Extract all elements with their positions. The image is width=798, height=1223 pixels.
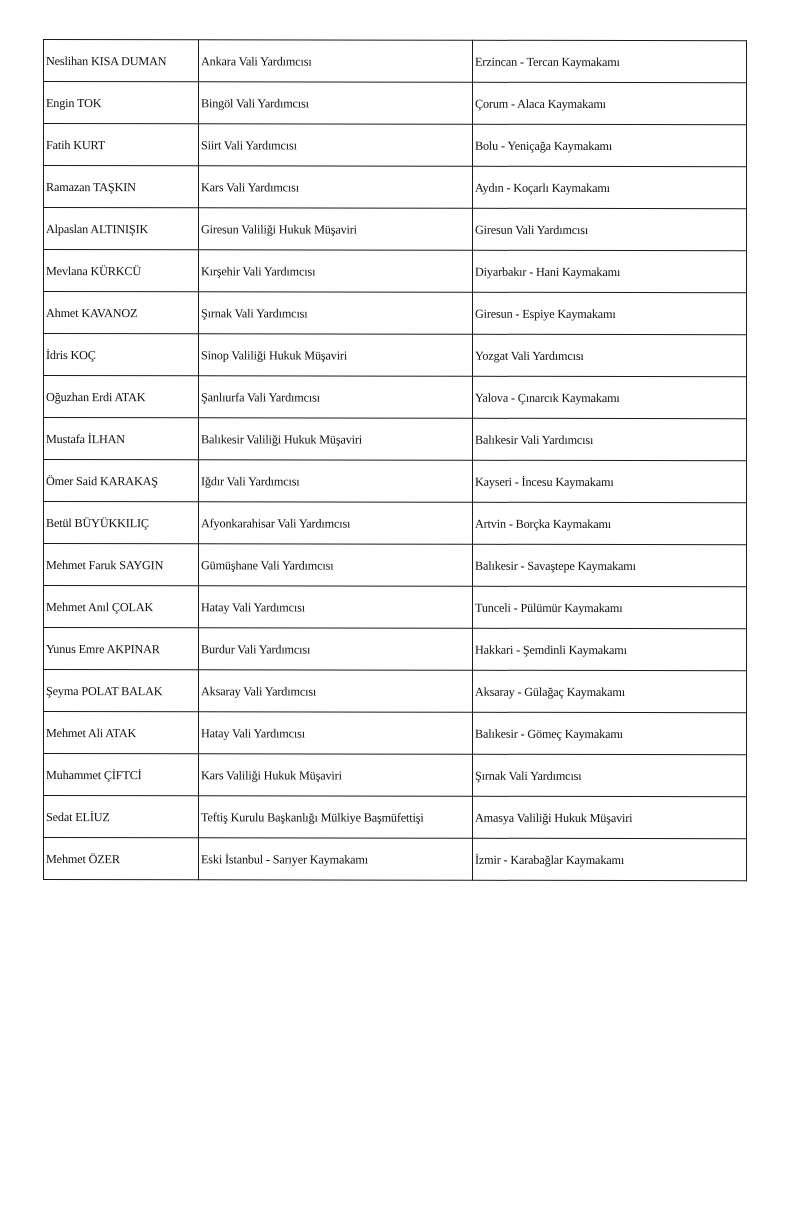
assignments-table xyxy=(43,39,747,881)
person-name-cell: Yunus Emre AKPINAR xyxy=(44,628,199,670)
person-name-cell: Mevlana KÜRKCÜ xyxy=(44,250,199,292)
current-position-cell: Ankara Vali Yardımcısı xyxy=(199,40,473,82)
person-name-cell: Alpaslan ALTINIŞIK xyxy=(44,208,199,250)
person-name-cell: Ramazan TAŞKIN xyxy=(44,166,199,208)
current-position-cell: Iğdır Vali Yardımcısı xyxy=(199,460,473,502)
table-row xyxy=(44,502,747,545)
new-position-cell: Giresun Vali Yardımcısı xyxy=(473,208,747,250)
table-row xyxy=(44,82,747,125)
new-position-cell: Kayseri - İncesu Kaymakamı xyxy=(473,460,747,502)
person-name-cell: Mehmet Ali ATAK xyxy=(44,712,199,754)
new-position-cell: Erzincan - Tercan Kaymakamı xyxy=(473,40,747,82)
current-position-cell: Hatay Vali Yardımcısı xyxy=(199,586,473,628)
new-position-cell: İzmir - Karabağlar Kaymakamı xyxy=(473,838,747,880)
person-name-cell: Mehmet Anıl ÇOLAK xyxy=(44,586,199,628)
person-name-cell: Muhammet ÇİFTCİ xyxy=(44,754,199,796)
new-position-cell: Balıkesir Vali Yardımcısı xyxy=(473,418,747,460)
current-position-cell: Burdur Vali Yardımcısı xyxy=(199,628,473,670)
current-position-cell: Kırşehir Vali Yardımcısı xyxy=(199,250,473,292)
person-name-cell: Mehmet Faruk SAYGIN xyxy=(44,544,199,586)
current-position-cell: Siirt Vali Yardımcısı xyxy=(199,124,473,166)
assignments-table-body xyxy=(44,40,747,881)
current-position-cell: Bingöl Vali Yardımcısı xyxy=(199,82,473,124)
current-position-cell: Hatay Vali Yardımcısı xyxy=(199,712,473,754)
table-row xyxy=(44,166,747,209)
current-position-cell: Kars Vali Yardımcısı xyxy=(199,166,473,208)
table-row xyxy=(44,250,747,293)
new-position-cell: Yalova - Çınarcık Kaymakamı xyxy=(473,376,747,418)
table-row xyxy=(44,376,747,419)
person-name-cell: Ömer Said KARAKAŞ xyxy=(44,460,199,502)
person-name-cell: Oğuzhan Erdi ATAK xyxy=(44,376,199,418)
new-position-cell: Balıkesir - Gömeç Kaymakamı xyxy=(473,712,747,754)
person-name-cell: Mehmet ÖZER xyxy=(44,838,199,880)
table-row xyxy=(44,40,747,83)
table-row xyxy=(44,586,747,629)
table-row xyxy=(44,208,747,251)
table-row xyxy=(44,670,747,713)
person-name-cell: Neslihan KISA DUMAN xyxy=(44,40,199,82)
table-row xyxy=(44,838,747,881)
new-position-cell: Hakkari - Şemdinli Kaymakamı xyxy=(473,628,747,670)
current-position-cell: Şanlıurfa Vali Yardımcısı xyxy=(199,376,473,418)
current-position-cell: Giresun Valiliği Hukuk Müşaviri xyxy=(199,208,473,250)
new-position-cell: Bolu - Yeniçağa Kaymakamı xyxy=(473,124,747,166)
new-position-cell: Amasya Valiliği Hukuk Müşaviri xyxy=(473,796,747,838)
table-row xyxy=(44,796,747,839)
new-position-cell: Tunceli - Pülümür Kaymakamı xyxy=(473,586,747,628)
person-name-cell: Şeyma POLAT BALAK xyxy=(44,670,199,712)
current-position-cell: Sinop Valiliği Hukuk Müşaviri xyxy=(199,334,473,376)
new-position-cell: Aydın - Koçarlı Kaymakamı xyxy=(473,166,747,208)
table-row xyxy=(44,544,747,587)
current-position-cell: Şırnak Vali Yardımcısı xyxy=(199,292,473,334)
person-name-cell: Engin TOK xyxy=(44,82,199,124)
new-position-cell: Çorum - Alaca Kaymakamı xyxy=(473,82,747,124)
new-position-cell: Balıkesir - Savaştepe Kaymakamı xyxy=(473,544,747,586)
table-row xyxy=(44,628,747,671)
new-position-cell: Giresun - Espiye Kaymakamı xyxy=(473,292,747,334)
table-row xyxy=(44,124,747,167)
current-position-cell: Balıkesir Valiliği Hukuk Müşaviri xyxy=(199,418,473,460)
current-position-cell: Aksaray Vali Yardımcısı xyxy=(199,670,473,712)
table-row xyxy=(44,712,747,755)
new-position-cell: Diyarbakır - Hani Kaymakamı xyxy=(473,250,747,292)
new-position-cell: Artvin - Borçka Kaymakamı xyxy=(473,502,747,544)
person-name-cell: Sedat ELİUZ xyxy=(44,796,199,838)
table-row xyxy=(44,418,747,461)
new-position-cell: Yozgat Vali Yardımcısı xyxy=(473,334,747,376)
table-row xyxy=(44,292,747,335)
current-position-cell: Afyonkarahisar Vali Yardımcısı xyxy=(199,502,473,544)
person-name-cell: Fatih KURT xyxy=(44,124,199,166)
person-name-cell: Mustafa İLHAN xyxy=(44,418,199,460)
person-name-cell: Betül BÜYÜKKILIÇ xyxy=(44,502,199,544)
new-position-cell: Aksaray - Gülağaç Kaymakamı xyxy=(473,670,747,712)
table-row xyxy=(44,754,747,797)
person-name-cell: İdris KOÇ xyxy=(44,334,199,376)
current-position-cell: Gümüşhane Vali Yardımcısı xyxy=(199,544,473,586)
new-position-cell: Şırnak Vali Yardımcısı xyxy=(473,754,747,796)
table-row xyxy=(44,460,747,503)
current-position-cell: Kars Valiliği Hukuk Müşaviri xyxy=(199,754,473,796)
current-position-cell: Teftiş Kurulu Başkanlığı Mülkiye Başmüfettişi xyxy=(199,796,473,838)
table-row xyxy=(44,334,747,377)
current-position-cell: Eski İstanbul - Sarıyer Kaymakamı xyxy=(199,838,473,880)
person-name-cell: Ahmet KAVANOZ xyxy=(44,292,199,334)
